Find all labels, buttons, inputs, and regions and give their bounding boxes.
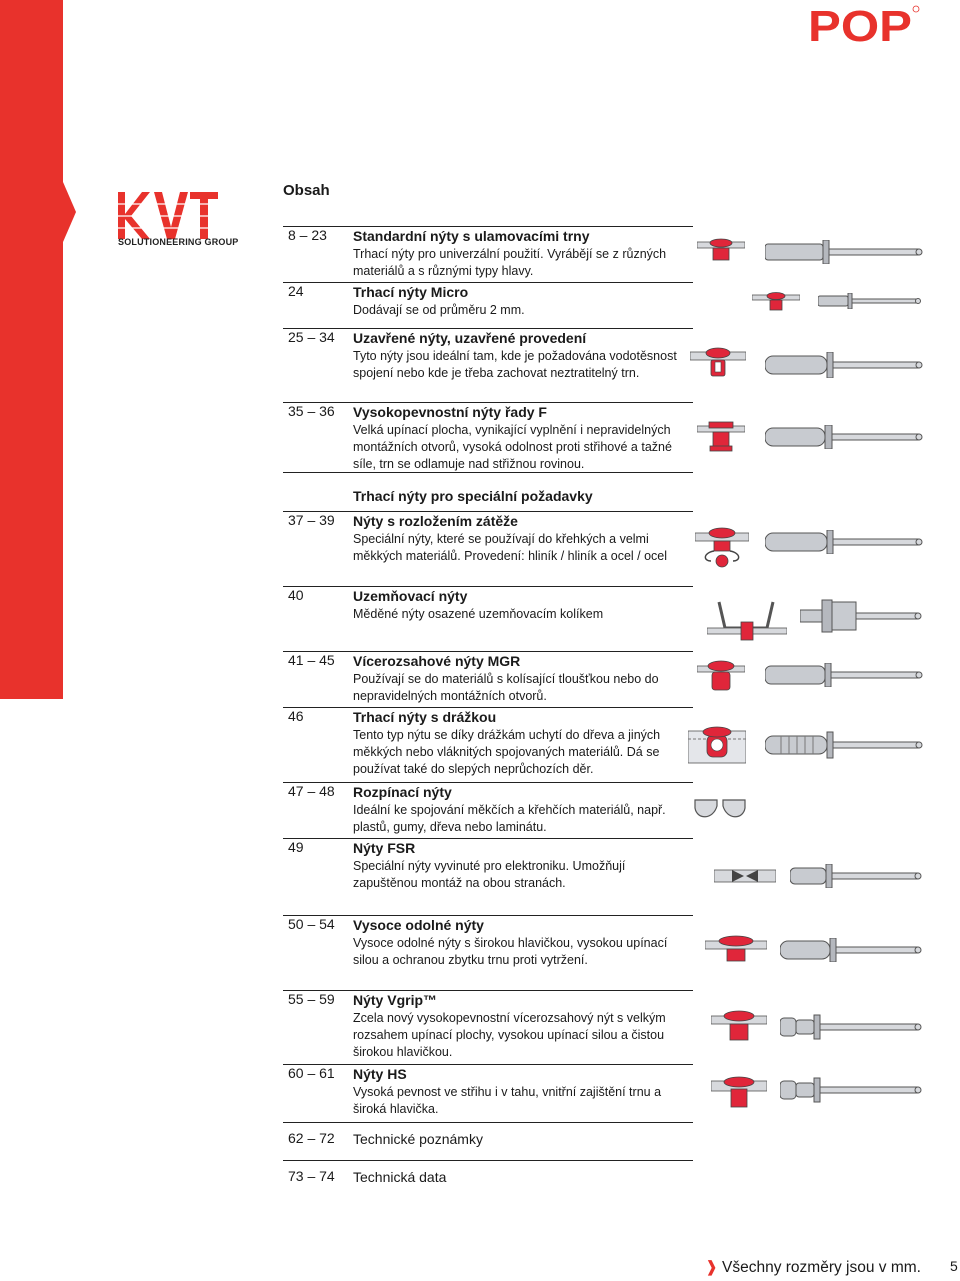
toc-title: Trhací nýty s drážkou	[353, 709, 497, 725]
grounding-rivet-icon	[800, 596, 923, 636]
toc-desc: Měděné nýty osazené uzemňovacím kolíkem	[353, 607, 604, 621]
page-number: 5	[950, 1258, 958, 1274]
rivet-cross-section-hs	[711, 1075, 767, 1111]
mandrel-rivet-standard	[765, 240, 923, 264]
toc-desc: Trhací nýty pro univerzální použití. Vyrábějí se z různých materiálů a s různými typy hlavy.	[353, 247, 667, 278]
chevron-right-icon: ❱	[705, 1259, 718, 1276]
toc-desc: Speciální nýty vyvinuté pro elektroniku. Umožňují zapuštěnou montáž na obou stranách.	[353, 859, 626, 890]
toc-entry	[283, 328, 693, 401]
page-title: Obsah	[283, 182, 330, 199]
toc-title: Nýty Vgrip™	[353, 992, 438, 1008]
rivet-cross-section-high-strength	[705, 935, 767, 965]
toc-entry	[283, 707, 693, 780]
toc-pages: 25 – 34	[288, 329, 335, 345]
toc-desc: Velká upínací plocha, vynikající vyplnění i nepravidelných montážních otvorů, vysoká odolnost proti střihové a tažné síle, trn se odlamuje nad střižnou rovinou.	[353, 423, 672, 471]
toc-entry	[283, 782, 693, 836]
toc-entry	[283, 990, 693, 1063]
toc-pages: 47 – 48	[288, 783, 335, 799]
toc-entry	[283, 1160, 693, 1196]
toc-title: Vysoce odolné nýty	[353, 917, 484, 933]
toc-entry	[283, 1064, 693, 1121]
toc-pages: 24	[288, 283, 304, 299]
divider	[283, 472, 693, 473]
rivet-cross-section-grooved	[688, 725, 746, 765]
rivet-cross-section-load-spreading	[695, 527, 749, 569]
rivet-cross-section-standard	[697, 238, 745, 266]
toc-pages: 37 – 39	[288, 512, 335, 528]
expansion-rivet-icon	[693, 798, 749, 820]
mandrel-rivet-mgr	[765, 663, 923, 687]
toc-desc: Zcela nový vysokopevnostní vícerozsahový nýt s velkým rozsahem upínací plochy, vysokou upínací silou a čistou širokou hlavičkou.	[353, 1011, 666, 1059]
toc-entry	[283, 586, 693, 647]
toc-desc: Dodávají se od průměru 2 mm.	[353, 303, 525, 317]
red-band-notch	[63, 182, 76, 242]
rivet-cross-section-mgr	[697, 660, 745, 694]
toc-title: Nýty HS	[353, 1066, 407, 1082]
pop-logo	[808, 4, 920, 46]
toc-entry	[283, 511, 693, 586]
toc-title: Technické poznámky	[353, 1131, 483, 1147]
toc-entry	[283, 651, 693, 704]
mandrel-rivet-high-strength	[780, 938, 923, 962]
toc-pages: 62 – 72	[288, 1130, 335, 1146]
toc-desc: Speciální nýty, které se používají do křehkých a velmi měkkých materiálů. Provedení: hliník / hliník a ocel / ocel	[353, 532, 668, 563]
toc-desc: Tento typ nýtu se díky drážkám uchytí do dřeva a jiných měkkých nebo vláknitých spojovaných materiálů. Dá se používat také do slepých neprůchozích děr.	[353, 728, 661, 776]
toc-desc: Používají se do materiálů s kolísající tloušťkou nebo do nepravidelných montážních otvorů.	[353, 672, 659, 703]
kvt-tagline: SOLUTIONEERING GROUP	[118, 237, 239, 247]
toc-desc: Tyto nýty jsou ideální tam, kde je požadována vodotěsnost spojení nebo kde je třeba zachovat neztratitelný trn.	[353, 349, 677, 380]
toc-title: Standardní nýty s ulamovacími trny	[353, 228, 590, 244]
toc-pages: 50 – 54	[288, 916, 335, 932]
toc-entry	[283, 838, 693, 909]
toc-pages: 49	[288, 839, 304, 855]
section-title: Trhací nýty pro speciální požadavky	[353, 488, 593, 504]
mandrel-rivet-hs	[780, 1077, 923, 1103]
toc-title: Nýty s rozložením zátěže	[353, 513, 518, 529]
toc-title: Technická data	[353, 1169, 447, 1185]
footer-note	[705, 1258, 921, 1277]
grounding-rivet-bracket-icon	[707, 592, 787, 646]
toc-pages: 55 – 59	[288, 991, 335, 1007]
toc-pages: 8 – 23	[288, 227, 327, 243]
fsr-rivet-cross-section	[714, 866, 776, 886]
toc-title: Rozpínací nýty	[353, 784, 452, 800]
toc-pages: 73 – 74	[288, 1168, 335, 1184]
toc-pages: 40	[288, 587, 304, 603]
toc-entry	[283, 915, 693, 986]
toc-title: Vícerozsahové nýty MGR	[353, 653, 521, 669]
toc-entry	[283, 282, 693, 323]
mandrel-rivet-load-spreading	[765, 530, 923, 554]
mandrel-rivet-f-series	[765, 425, 923, 449]
svg-text:POP: POP	[808, 4, 912, 46]
toc-pages: 35 – 36	[288, 403, 335, 419]
toc-desc: Vysoce odolné nýty s širokou hlavičkou, vysokou upínací silou a ochranou zbytku trnu proti vytržení.	[353, 936, 668, 967]
toc-title: Nýty FSR	[353, 840, 416, 856]
mandrel-rivet-fsr	[790, 864, 923, 888]
toc-entry	[283, 226, 693, 282]
toc-desc: Ideální ke spojování měkčích a křehčích materiálů, např. plastů, gumy, dřeva nebo laminátu.	[353, 803, 666, 834]
toc-title: Trhací nýty Micro	[353, 284, 469, 300]
toc-desc: Vysoká pevnost ve střihu i v tahu, vnitřní zajištění trnu a široká hlavička.	[353, 1085, 662, 1116]
rivet-cross-section-vgrip	[711, 1010, 767, 1044]
toc-title: Uzavřené nýty, uzavřené provedení	[353, 330, 587, 346]
toc-pages: 46	[288, 708, 304, 724]
toc-title: Uzemňovací nýty	[353, 588, 468, 604]
footer-note-text: Všechny rozměry jsou v mm.	[722, 1259, 921, 1276]
rivet-cross-section-micro	[752, 291, 800, 313]
toc-pages: 60 – 61	[288, 1065, 335, 1081]
toc-pages: 41 – 45	[288, 652, 335, 668]
rivet-cross-section-f-series	[697, 420, 745, 454]
toc-entry	[283, 402, 693, 473]
toc-title: Vysokopevnostní nýty řady F	[353, 404, 547, 420]
left-red-band	[0, 0, 63, 699]
mandrel-rivet-grooved	[765, 730, 923, 760]
mandrel-rivet-micro	[818, 293, 923, 309]
toc-entry	[283, 1122, 693, 1158]
mandrel-rivet-closed	[765, 352, 923, 378]
mandrel-rivet-vgrip	[780, 1014, 923, 1040]
rivet-cross-section-closed	[690, 346, 746, 380]
